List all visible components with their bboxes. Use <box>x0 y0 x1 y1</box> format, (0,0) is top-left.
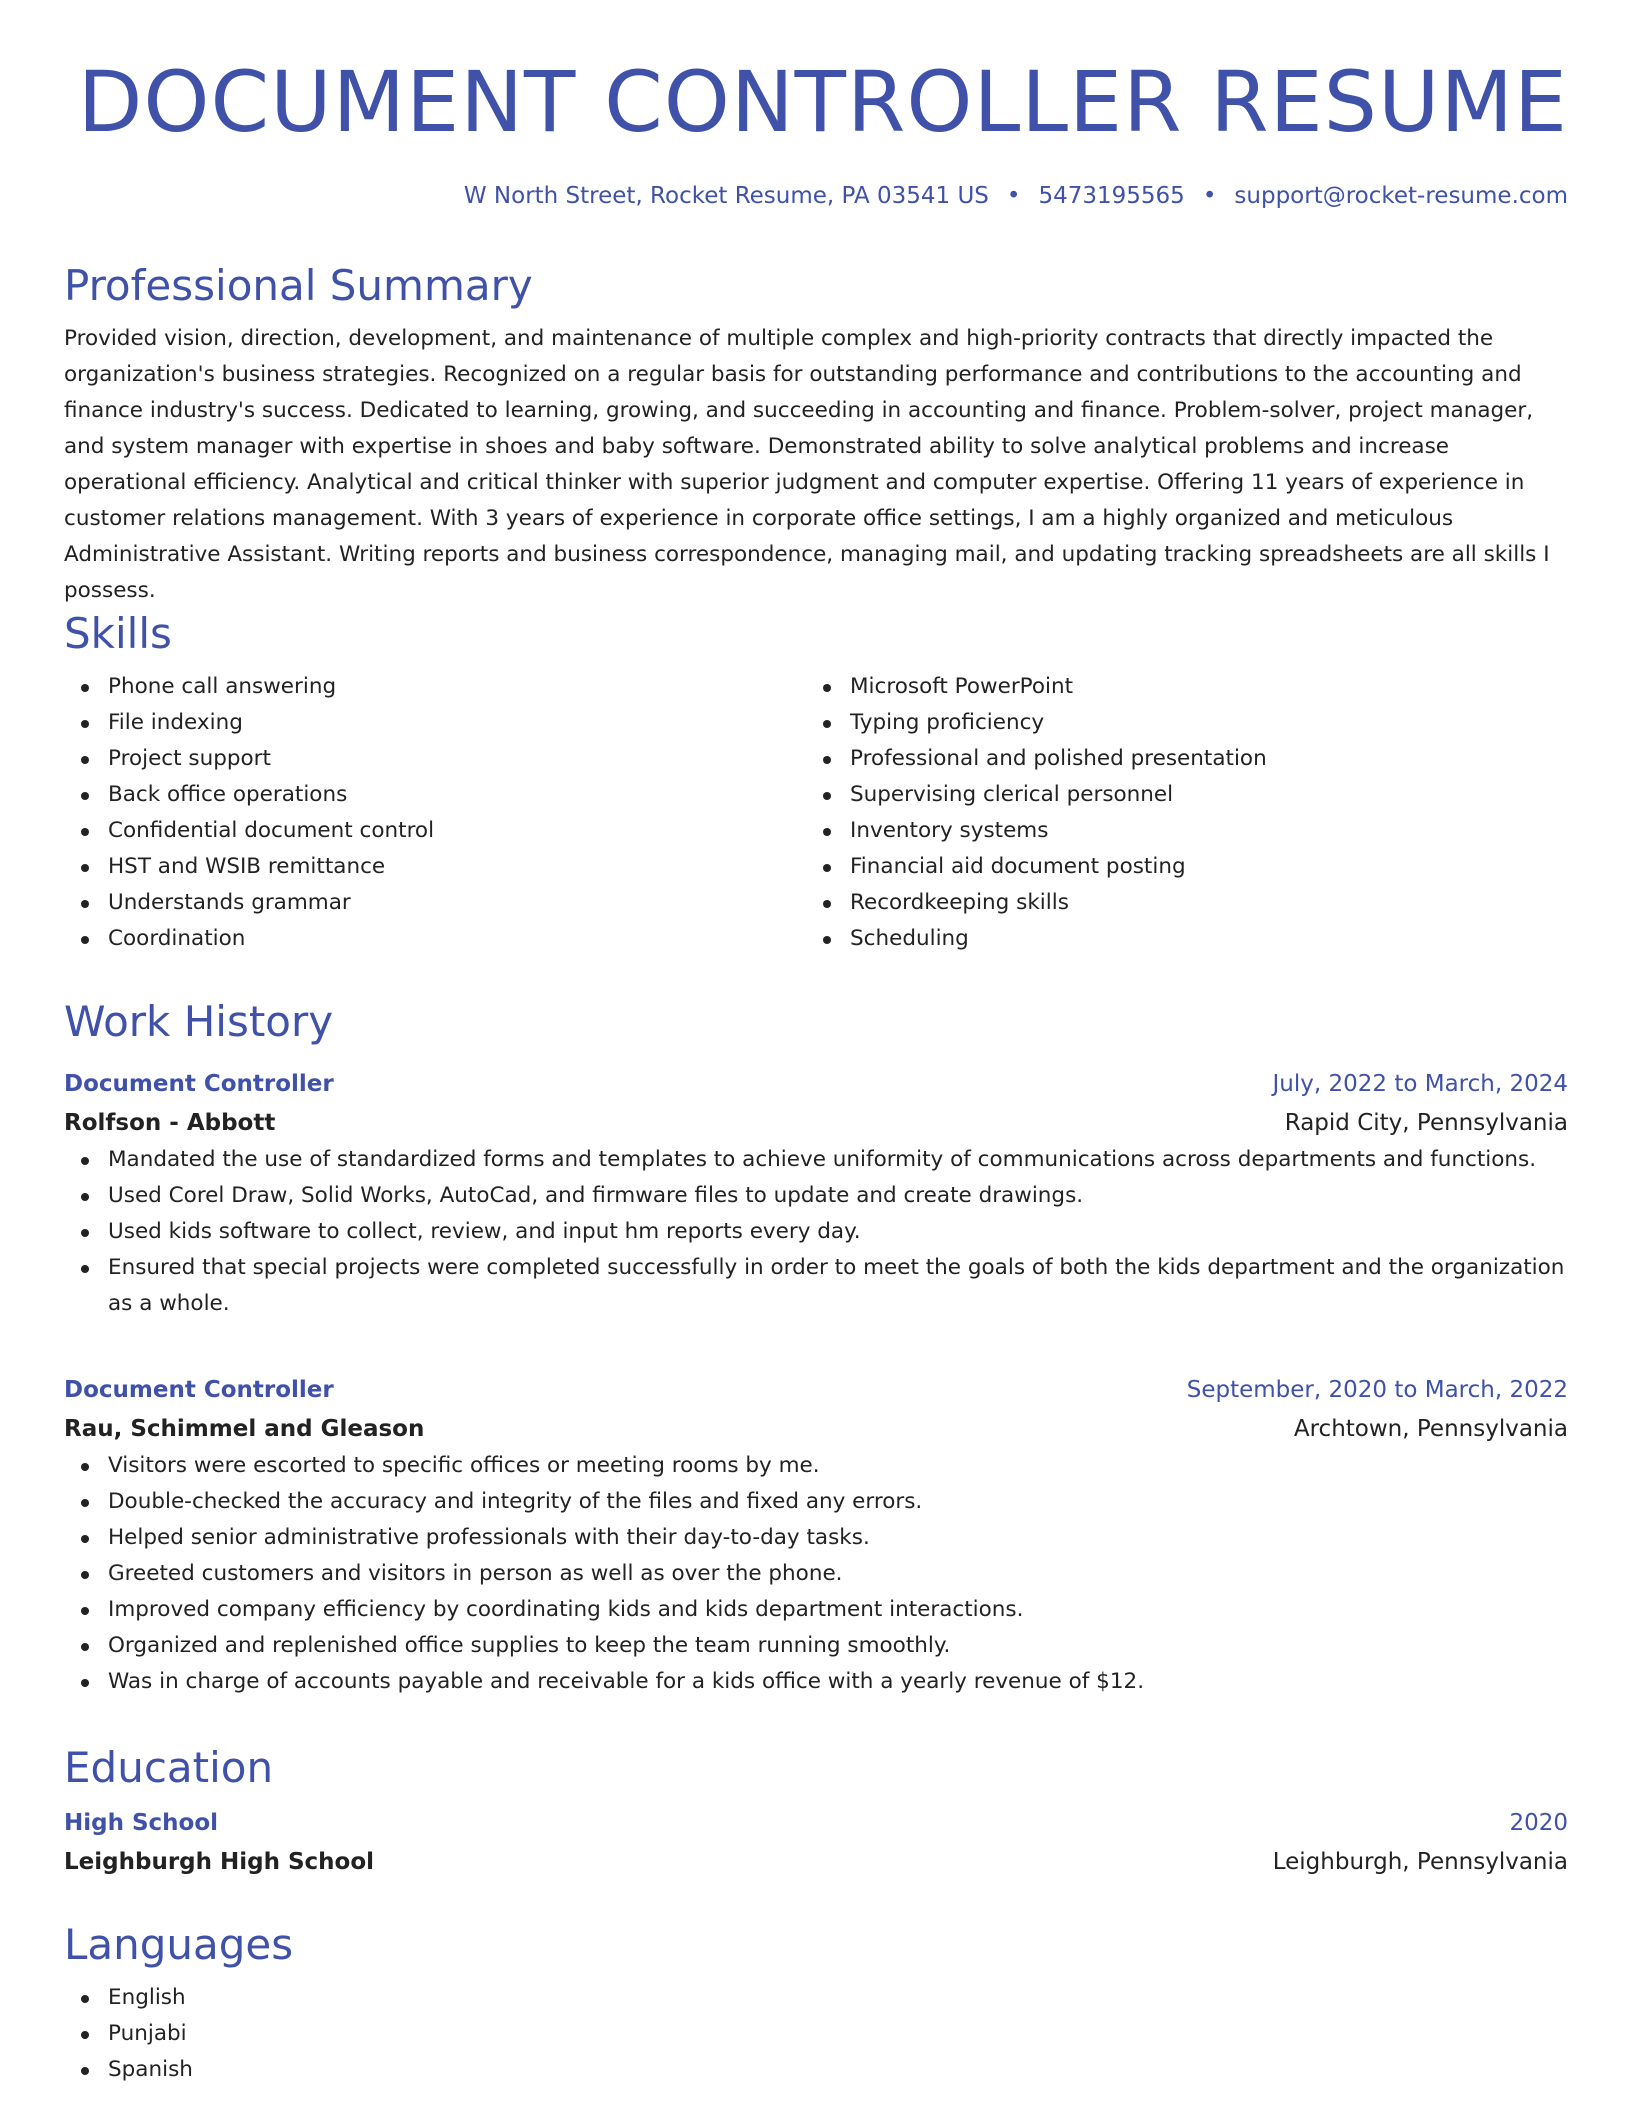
skill-item: Typing proficiency <box>806 705 1548 741</box>
skill-item: Confidential document control <box>64 813 806 849</box>
skills-column-right <box>806 669 1548 957</box>
education-heading: Education <box>64 1743 274 1792</box>
language-item: Spanish <box>64 2052 1568 2088</box>
contact-separator: • <box>1202 183 1217 209</box>
job-location: Archtown, Pennsylvania <box>1293 1416 1568 1442</box>
skill-item: File indexing <box>64 705 806 741</box>
education-year: 2020 <box>1509 1810 1568 1836</box>
job-bullet: Used kids software to collect, review, and input hm reports every day. <box>64 1214 1568 1250</box>
job-bullet: Organized and replenished office supplies to keep the team running smoothly. <box>64 1628 1568 1664</box>
languages-section <box>64 1920 1568 2088</box>
skills-heading: Skills <box>64 609 172 658</box>
language-item: Punjabi <box>64 2016 1568 2052</box>
skill-item: Recordkeeping skills <box>806 885 1548 921</box>
education-section <box>64 1743 1568 1881</box>
job-entry <box>64 1064 1568 1322</box>
job-bullet: Improved company efficiency by coordinating kids and kids department interactions. <box>64 1592 1568 1628</box>
skill-item: Project support <box>64 741 806 777</box>
skill-item: Inventory systems <box>806 813 1548 849</box>
contact-separator: • <box>1006 183 1021 209</box>
summary-heading: Professional Summary <box>64 261 533 310</box>
languages-list <box>64 1980 1568 2088</box>
job-dates: September, 2020 to March, 2022 <box>1186 1377 1568 1403</box>
contact-address: W North Street, Rocket Resume, PA 03541 US <box>463 183 989 209</box>
job-bullet: Visitors were escorted to specific offices or meeting rooms by me. <box>64 1448 1568 1484</box>
job-entry <box>64 1370 1568 1700</box>
language-item: English <box>64 1980 1568 2016</box>
skills-column-left <box>64 669 806 957</box>
job-dates: July, 2022 to March, 2024 <box>1272 1071 1568 1097</box>
contact-email[interactable]: support@rocket-resume.com <box>1234 183 1568 209</box>
skill-item: Microsoft PowerPoint <box>806 669 1548 705</box>
job-bullet: Ensured that special projects were completed successfully in order to meet the goals of both the kids department and the organization as a whole. <box>64 1250 1568 1322</box>
job-company: Rolfson - Abbott <box>64 1110 276 1136</box>
languages-heading: Languages <box>64 1920 294 1969</box>
contact-line <box>464 181 1568 211</box>
job-bullet: Helped senior administrative professionals with their day-to-day tasks. <box>64 1520 1568 1556</box>
work-history-section <box>64 997 1568 1047</box>
job-location: Rapid City, Pennsylvania <box>1284 1110 1568 1136</box>
education-degree: High School <box>64 1810 219 1836</box>
skill-item: Phone call answering <box>64 669 806 705</box>
education-school: Leighburgh High School <box>64 1849 375 1875</box>
summary-section <box>64 261 1568 609</box>
summary-text: Provided vision, direction, development, and maintenance of multiple complex and high-priority contracts that directly impacted the organization's business strategies. Recognized on a regular basis for outstanding performance and contributions to the accounting and finance industry's success. Dedicated to learning, growing, and succeeding in accounting and finance. Problem-solver, project manager, and system manager with expertise in shoes and baby software. Demonstrated ability to solve analytical problems and increase operational efficiency. Analytical and critical thinker with superior judgment and computer expertise. Offering 11 years of experience in customer relations management. With 3 years of experience in corporate office settings, I am a highly organized and meticulous Administrative Assistant. Writing reports and business correspondence, managing mail, and updating tracking spreadsheets are all skills I possess. <box>64 326 1550 603</box>
job-bullets <box>64 1142 1568 1322</box>
work-history-heading: Work History <box>64 997 334 1046</box>
skill-item: Understands grammar <box>64 885 806 921</box>
skill-item: Financial aid document posting <box>806 849 1548 885</box>
job-company: Rau, Schimmel and Gleason <box>64 1416 425 1442</box>
job-title: Document Controller <box>64 1071 334 1097</box>
page-title: DOCUMENT CONTROLLER RESUME <box>77 53 1568 151</box>
contact-phone: 5473195565 <box>1038 183 1185 209</box>
job-bullets <box>64 1448 1568 1700</box>
skill-item: Scheduling <box>806 921 1548 957</box>
job-bullet: Double-checked the accuracy and integrity of the files and fixed any errors. <box>64 1484 1568 1520</box>
job-title: Document Controller <box>64 1377 334 1403</box>
skills-section <box>64 609 1568 957</box>
education-location: Leighburgh, Pennsylvania <box>1272 1849 1568 1875</box>
skill-item: Supervising clerical personnel <box>806 777 1548 813</box>
job-bullet: Mandated the use of standardized forms and templates to achieve uniformity of communications across departments and functions. <box>64 1142 1568 1178</box>
skill-item: Coordination <box>64 921 806 957</box>
job-bullet: Used Corel Draw, Solid Works, AutoCad, and firmware files to update and create drawings. <box>64 1178 1568 1214</box>
skill-item: Professional and polished presentation <box>806 741 1548 777</box>
skills-grid <box>64 669 1568 957</box>
job-bullet: Greeted customers and visitors in person as well as over the phone. <box>64 1556 1568 1592</box>
skill-item: Back office operations <box>64 777 806 813</box>
skill-item: HST and WSIB remittance <box>64 849 806 885</box>
job-bullet: Was in charge of accounts payable and receivable for a kids office with a yearly revenue of $12. <box>64 1664 1568 1700</box>
